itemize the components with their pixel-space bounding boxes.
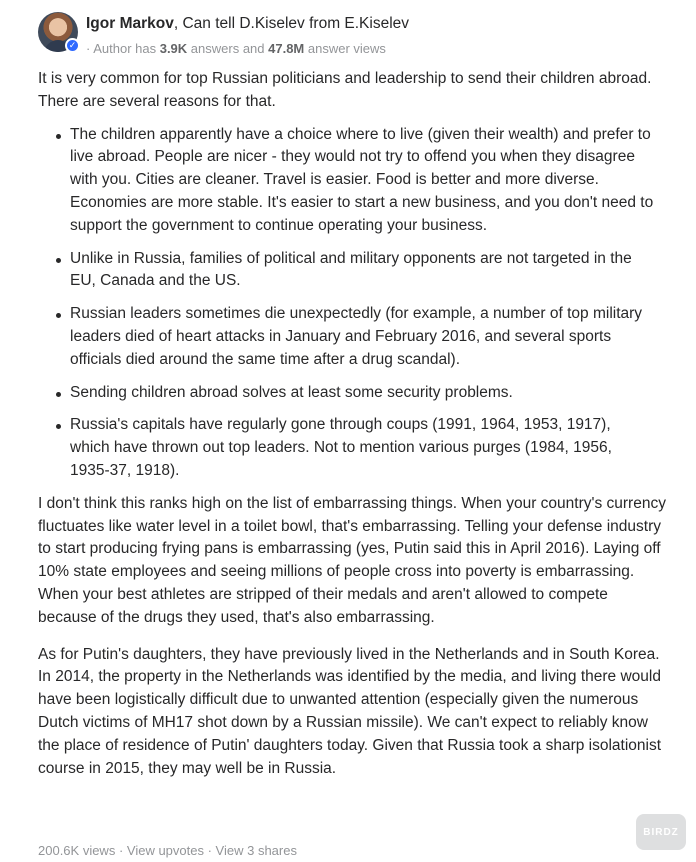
answer-paragraph-3: As for Putin's daughters, they have previously lived in the Netherlands and in South Korea. In 2014, the property in the Netherlands was identified by the media, and living there would have been logistically difficult due to unwanted attention (especially given the numerous Dutch victims of MH17 shot down by a Russian missile). We can't expect to reliably know the place of residence of Putin' daughters today. Given that Russia took a sharp isolationist course in 2015, they may well be in Russia.: [38, 645, 662, 777]
author-credential[interactable]: , Can tell D.Kiselev from E.Kiselev: [173, 15, 410, 32]
bullet-icon: [56, 258, 61, 263]
author-line: [86, 15, 409, 33]
bullet-icon: [56, 313, 61, 318]
answer-paragraph-2: I don't think this ranks high on the list of embarrassing things. When your country's currency fluctuates like water level in a toilet bowl, that's embarrassing. Telling your defense industry to start producing frying pans is embarrassing (yes, Putin said this in April 2016). Laying off 10% state employees and seeing millions of people cross into poverty is embarrassing. When your best athletes are stripped of their medals and aren't allowed to compete because of the drugs they used, that's also embarrassing.: [38, 494, 666, 626]
answer-header: [38, 12, 678, 62]
footer-separator: ·: [203, 843, 216, 858]
answer-body: [38, 68, 668, 794]
list-item: [38, 248, 668, 294]
bullet-icon: [56, 424, 61, 429]
answer-footer: [38, 843, 297, 858]
list-item-text: Unlike in Russia, families of political and military opponents are not targeted in the EU, Canada and the US.: [70, 249, 632, 290]
list-item: [38, 303, 668, 371]
list-item-text: The children apparently have a choice where to live (given their wealth) and prefer to live abroad. People are nicer - they would not try to offend you when they disagree with you. Cities are cleaner. Travel is easier. Food is better and more diverse. Economies are more stable. It's easier to start a new business, and you don't need to support the government to continue operating your business.: [70, 125, 654, 234]
list-item-text: Sending children abroad solves at least some security problems.: [70, 383, 513, 401]
list-item: [38, 124, 668, 238]
reasons-list: [38, 124, 668, 483]
list-item: [38, 414, 668, 482]
views-text: answer views: [304, 41, 386, 56]
author-stats: [86, 41, 386, 56]
view-upvotes-link[interactable]: View upvotes: [126, 843, 204, 858]
view-shares-link[interactable]: View 3 shares: [215, 843, 297, 858]
footer-separator: ·: [115, 843, 127, 858]
answers-count: 3.9K: [159, 41, 188, 56]
watermark-logo: BIRDZ: [636, 814, 686, 850]
bullet-icon: [56, 134, 61, 139]
list-item: [38, 382, 668, 405]
views-count-label: 200.6K views: [38, 843, 116, 858]
views-count: 47.8M: [268, 41, 305, 56]
bullet-icon: [56, 392, 61, 397]
answers-text: answers and: [187, 41, 269, 56]
verified-check-icon: ✓: [65, 38, 80, 53]
author-name-link[interactable]: Igor Markov: [86, 15, 174, 32]
list-item-text: Russian leaders sometimes die unexpectedly (for example, a number of top military leaders died of heart attacks in January and February 2016, and several sports officials died around the same time after a drug scandal).: [70, 305, 643, 368]
list-item-text: Russia's capitals have regularly gone through coups (1991, 1964, 1953, 1917), which have thrown out top leaders. Not to mention various purges (1984, 1956, 1935-37, 1918).: [70, 416, 612, 479]
answer-intro: It is very common for top Russian politicians and leadership to send their children abroad. There are several reasons for that.: [38, 70, 652, 110]
author-stats-prefix: · Author has: [86, 41, 160, 56]
